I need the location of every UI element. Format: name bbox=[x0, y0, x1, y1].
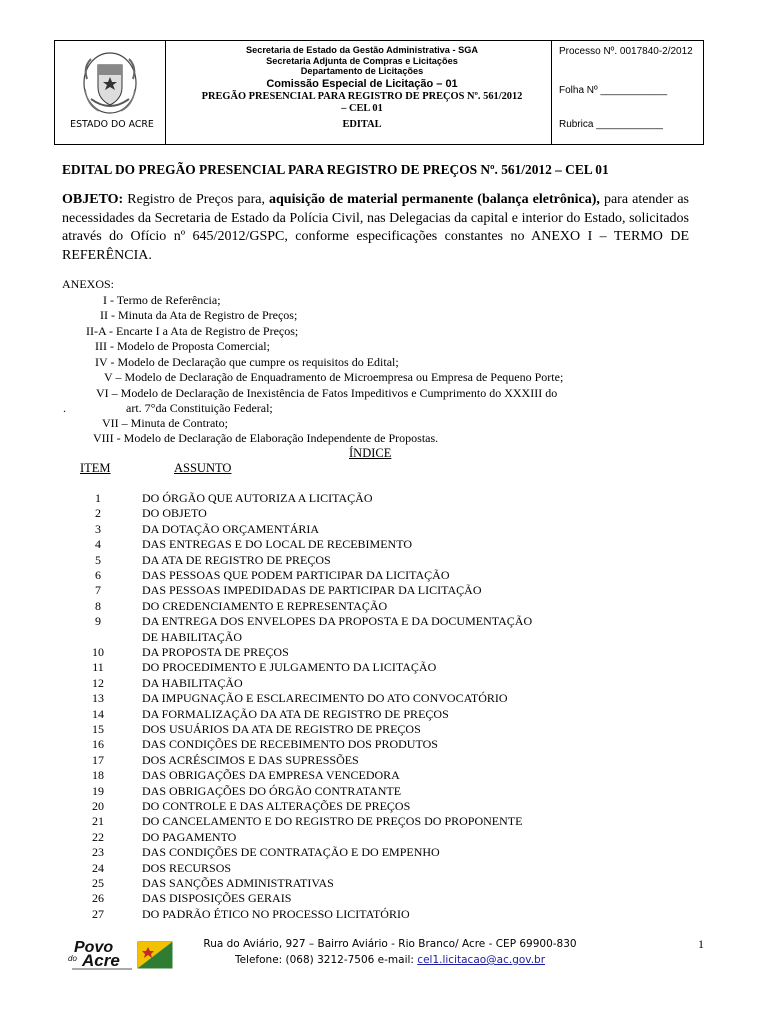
index-row-text: DO OBJETO bbox=[142, 506, 207, 521]
column-item-header: ITEM bbox=[80, 461, 111, 475]
index-row-text: DO CANCELAMENTO E DO REGISTRO DE PREÇOS DO PROPONENTE bbox=[142, 814, 523, 829]
anexo-dot: . bbox=[63, 401, 66, 415]
index-row-text: DA ATA DE REGISTRO DE PREÇOS bbox=[142, 552, 331, 567]
footer-contact bbox=[0, 954, 770, 966]
index-row bbox=[78, 753, 698, 768]
footer-phone: Telefone: (068) 3212-7506 e-mail: bbox=[234, 954, 418, 966]
index-row bbox=[78, 814, 698, 829]
anexo-item: VIII - Modelo de Declaração de Elaboração Independente de Propostas. bbox=[93, 431, 439, 445]
adjunta-line: Secretaria Adjunta de Compras e Licitações bbox=[266, 55, 458, 66]
index-row-number: 17 bbox=[92, 752, 104, 767]
index-row-number: 8 bbox=[95, 598, 101, 613]
index-row-text: DAS OBRIGAÇÕES DO ÓRGÃO CONTRATANTE bbox=[142, 783, 402, 798]
index-row-text: DO CONTROLE E DAS ALTERAÇÕES DE PREÇOS bbox=[142, 799, 411, 813]
anexo-item: I - Termo de Referência; bbox=[103, 293, 221, 307]
objeto-bold: aquisição de material permanente (balança eletrônica), bbox=[269, 192, 600, 207]
index-row bbox=[78, 707, 698, 722]
index-row-text: DO ÓRGÃO QUE AUTORIZA A LICITAÇÃO bbox=[142, 491, 373, 505]
index-row bbox=[78, 691, 698, 706]
index-row bbox=[78, 599, 698, 614]
index-row-text: DOS USUÁRIOS DA ATA DE REGISTRO DE PREÇOS bbox=[142, 722, 421, 736]
state-label: ESTADO DO ACRE bbox=[70, 119, 154, 130]
anexo-item: II - Minuta da Ata de Registro de Preços; bbox=[100, 308, 298, 322]
rubrica-field: Rubrica ____________ bbox=[559, 119, 663, 130]
index-row-number: 16 bbox=[92, 737, 104, 752]
header-center bbox=[172, 45, 552, 131]
index-row-number: 22 bbox=[92, 829, 104, 844]
document-title: EDITAL DO PREGÃO PRESENCIAL PARA REGISTRO DE PREÇOS Nº. 561/2012 – CEL 01 bbox=[62, 162, 609, 177]
index-row-number: 12 bbox=[92, 675, 104, 690]
index-row-text: DAS DISPOSIÇÕES GERAIS bbox=[142, 891, 292, 906]
index-row-number: 14 bbox=[92, 706, 104, 721]
coat-of-arms-icon bbox=[81, 49, 139, 117]
index-row-text: DA IMPUGNAÇÃO E ESCLARECIMENTO DO ATO CONVOCATÓRIO bbox=[142, 691, 508, 706]
index-row bbox=[78, 676, 698, 691]
index-row-number: 18 bbox=[92, 768, 104, 783]
comissao-line: Comissão Especial de Licitação – 01 bbox=[266, 77, 458, 90]
index-row-text: DO PADRÃO ÉTICO NO PROCESSO LICITATÓRIO bbox=[142, 906, 410, 921]
index-row-text: DAS PESSOAS QUE PODEM PARTICIPAR DA LICITAÇÃO bbox=[142, 568, 450, 582]
index-row-number: 20 bbox=[92, 799, 104, 813]
index-row bbox=[78, 861, 698, 876]
index-row-number: 27 bbox=[92, 906, 104, 921]
index-row-text: DA DOTAÇÃO ORÇAMENTÁRIA bbox=[142, 521, 320, 536]
anexo-item: VII – Minuta de Contrato; bbox=[102, 416, 228, 430]
index-row-text: DA FORMALIZAÇÃO DA ATA DE REGISTRO DE PREÇOS bbox=[142, 706, 449, 721]
index-row-number: 6 bbox=[95, 568, 101, 582]
index-row-text: DO PROCEDIMENTO E JULGAMENTO DA LICITAÇÃO bbox=[142, 660, 437, 675]
svg-text:do: do bbox=[68, 954, 77, 963]
index-row bbox=[78, 907, 698, 922]
index-row-text: DA HABILITAÇÃO bbox=[142, 675, 243, 690]
index-row bbox=[78, 722, 698, 737]
index-row bbox=[78, 830, 698, 845]
index-list bbox=[78, 491, 698, 931]
index-row bbox=[78, 553, 698, 568]
index-row bbox=[78, 491, 698, 506]
index-row-text: DAS CONDIÇÕES DE RECEBIMENTO DOS PRODUTOS bbox=[142, 737, 438, 752]
index-row bbox=[78, 845, 698, 860]
index-row-number: 13 bbox=[92, 691, 104, 706]
index-row bbox=[78, 784, 698, 799]
index-row-number: 9 bbox=[95, 614, 101, 629]
index-row bbox=[78, 645, 698, 660]
objeto-label: OBJETO: bbox=[62, 192, 124, 207]
index-row-text: DOS RECURSOS bbox=[142, 860, 232, 875]
index-row-text: DAS OBRIGAÇÕES DA EMPRESA VENCEDORA bbox=[142, 768, 400, 783]
index-row bbox=[78, 876, 698, 891]
index-row-number: 11 bbox=[92, 660, 104, 675]
svg-text:Acre: Acre bbox=[82, 951, 120, 970]
index-row bbox=[78, 537, 698, 552]
index-row bbox=[78, 660, 698, 675]
cel-line: – CEL 01 bbox=[341, 102, 383, 114]
index-row-text: DAS PESSOAS IMPEDIDADAS DE PARTICIPAR DA LICITAÇÃO bbox=[142, 583, 482, 598]
index-row-number: 3 bbox=[95, 521, 101, 536]
index-row-number: 24 bbox=[92, 860, 104, 875]
column-assunto-header: ASSUNTO bbox=[174, 461, 232, 475]
page-number: 1 bbox=[698, 937, 704, 951]
index-row-text: DAS CONDIÇÕES DE CONTRATAÇÃO E DO EMPENHO bbox=[142, 845, 440, 860]
index-row-text: DA PROPOSTA DE PREÇOS bbox=[142, 645, 289, 659]
index-row bbox=[78, 568, 698, 583]
anexo-item: V – Modelo de Declaração de Enquadramento de Microempresa ou Empresa de Pequeno Porte; bbox=[104, 370, 564, 384]
index-row bbox=[78, 891, 698, 906]
anexo-item: art. 7°da Constituição Federal; bbox=[126, 401, 273, 415]
folha-field: Folha Nº ____________ bbox=[559, 85, 668, 96]
anexos-label: ANEXOS: bbox=[62, 277, 115, 291]
index-row bbox=[78, 737, 698, 752]
index-row-number: 21 bbox=[92, 814, 104, 829]
index-row-number: 15 bbox=[92, 722, 104, 736]
index-row-number: 1 bbox=[95, 491, 101, 505]
index-row bbox=[78, 522, 698, 537]
document-header bbox=[54, 40, 704, 145]
processo-number: Processo Nº. 0017840-2/2012 bbox=[559, 46, 693, 57]
anexo-item: IV - Modelo de Declaração que cumpre os requisitos do Edital; bbox=[95, 355, 399, 369]
index-row bbox=[78, 506, 698, 521]
index-row-number: 19 bbox=[92, 783, 104, 798]
objeto-text-2: para atender as necessidades da Secretaria de Estado da Polícia Civil, nas Delegacias da capital e interior do Estado, solicitados através do Ofício nº 645/2012/GSPC, conforme especificações constantes no ANEXO I – TERMO DE REFERÊNCIA. bbox=[62, 192, 690, 263]
index-row-number: 7 bbox=[95, 583, 101, 598]
objeto-paragraph bbox=[62, 191, 689, 265]
anexo-item: VI – Modelo de Declaração de Inexistência de Fatos Impeditivos e Cumprimento do XXXIII do bbox=[96, 386, 558, 400]
index-row bbox=[78, 799, 698, 814]
index-row-number: 23 bbox=[92, 845, 104, 860]
secretaria-line: Secretaria de Estado da Gestão Administrativa - SGA bbox=[246, 45, 478, 55]
index-row-text: DO CREDENCIAMENTO E REPRESENTAÇÃO bbox=[142, 598, 388, 613]
departamento-line: Departamento de Licitações bbox=[300, 66, 424, 77]
index-row bbox=[78, 768, 698, 783]
anexo-item: III - Modelo de Proposta Comercial; bbox=[95, 339, 270, 353]
index-row-number: 5 bbox=[95, 552, 101, 567]
svg-text:Povo: Povo bbox=[74, 939, 114, 956]
pregao-line: PREGÃO PRESENCIAL PARA REGISTRO DE PREÇOS Nº. 561/2012 bbox=[201, 90, 523, 102]
index-row-text: DOS ACRÉSCIMOS E DAS SUPRESSÕES bbox=[142, 752, 359, 767]
index-row-text: DE HABILITAÇÃO bbox=[142, 629, 243, 644]
index-row-text: DAS SANÇÕES ADMINISTRATIVAS bbox=[142, 876, 334, 890]
index-row-text: DAS ENTREGAS E DO LOCAL DE RECEBIMENTO bbox=[142, 537, 412, 552]
index-row-number: 4 bbox=[95, 537, 101, 552]
index-row bbox=[78, 614, 698, 629]
index-row-number: 25 bbox=[92, 876, 104, 890]
indice-title: ÍNDICE bbox=[349, 446, 392, 460]
index-row bbox=[78, 583, 698, 598]
edital-line: EDITAL bbox=[342, 118, 382, 130]
index-row-number: 2 bbox=[95, 506, 101, 521]
index-row-number: 26 bbox=[92, 891, 104, 906]
index-row-text: DO PAGAMENTO bbox=[142, 829, 237, 844]
footer-address: Rua do Aviário, 927 – Bairro Aviário - Rio Branco/ Acre - CEP 69900-830 bbox=[203, 938, 577, 950]
index-row-number: 10 bbox=[92, 645, 104, 659]
index-row-text: DA ENTREGA DOS ENVELOPES DA PROPOSTA E DA DOCUMENTAÇÃO bbox=[142, 614, 533, 629]
header-divider-left bbox=[165, 41, 166, 144]
objeto-text-1: Registro de Preços para, bbox=[123, 192, 270, 207]
footer-email-link[interactable]: cel1.licitacao@ac.gov.br bbox=[417, 954, 546, 966]
anexo-item: II-A - Encarte I a Ata de Registro de Preços; bbox=[86, 324, 299, 338]
